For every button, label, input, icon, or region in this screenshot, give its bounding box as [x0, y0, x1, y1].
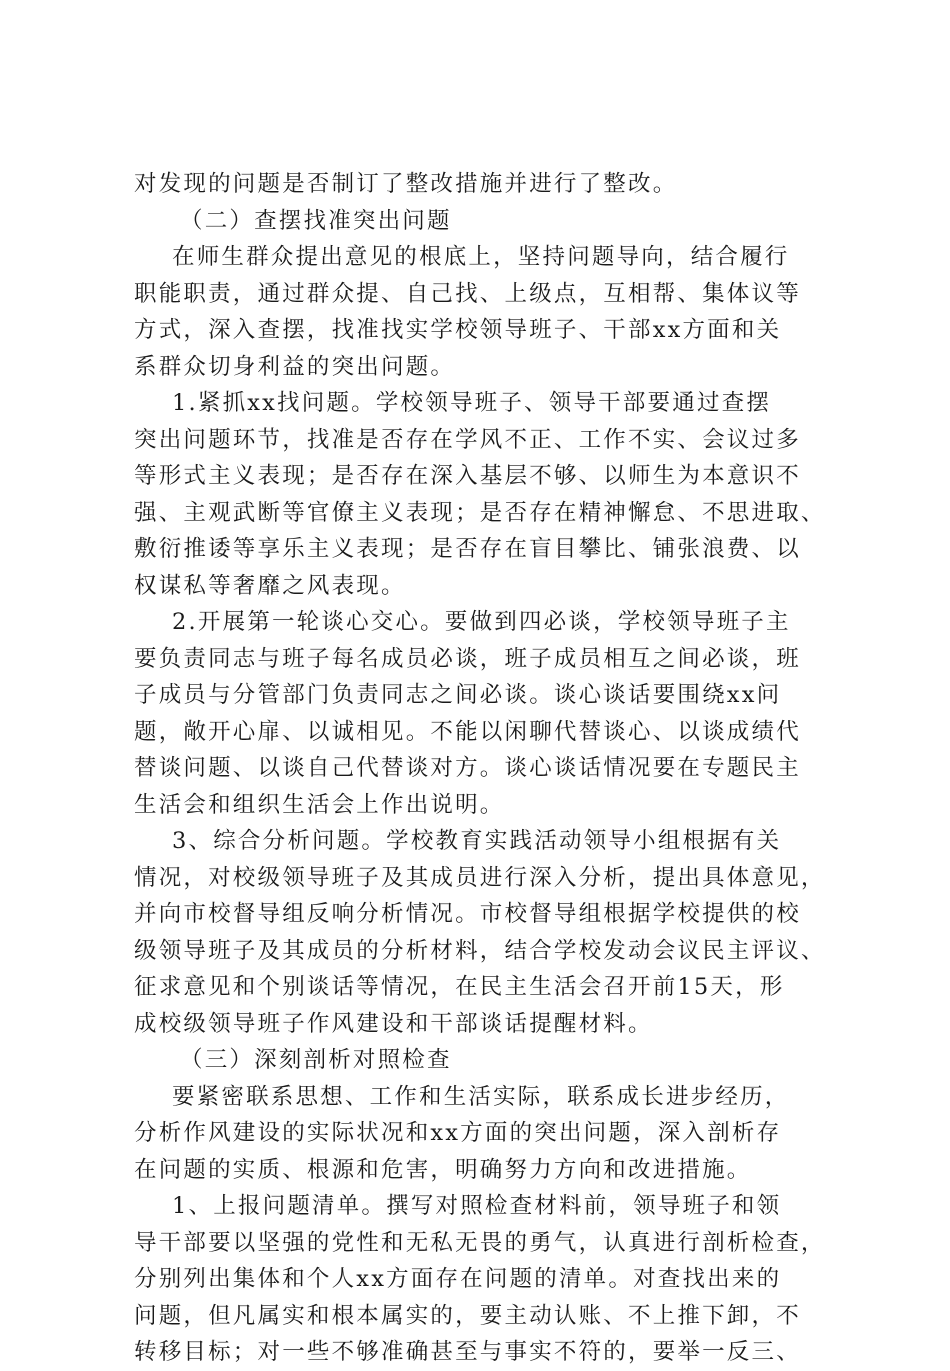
- text-line: 等形式主义表现；是否存在深入基层不够、以师生为本意识不: [134, 463, 801, 489]
- text-line: 权谋私等奢靡之风表现。: [134, 572, 406, 599]
- text-line: 强、主观武断等官僚主义表现；是否存在精神懈怠、不思进取、: [134, 499, 826, 526]
- text-line: 在问题的实质、根源和危害，明确努力方向和改进措施。: [134, 1156, 752, 1183]
- text-line: 成校级领导班子作风建设和干部谈话提醒材料。: [134, 1010, 653, 1037]
- text-line: 要紧密联系思想、工作和生活实际，联系成长进步经历，: [172, 1083, 790, 1110]
- text-line: 生活会和组织生活会上作出说明。: [134, 791, 505, 818]
- text-line: 问题，但凡属实和根本属实的，要主动认账、不上推下卸，不: [134, 1302, 801, 1329]
- section-heading: （二）查摆找准突出问题: [180, 207, 452, 234]
- text-line: 职能职责，通过群众提、自己找、上级点，互相帮、集体议等: [134, 280, 801, 307]
- section-heading: （三）深刻剖析对照检查: [180, 1047, 452, 1073]
- text-line: 3、综合分析问题。学校教育实践活动领导小组根据有关: [172, 828, 782, 854]
- text-line: 分析作风建设的实际状况和xx方面的突出问题，深入剖析存: [134, 1120, 782, 1146]
- text-line: 1.紧抓xx找问题。学校领导班子、领导干部要通过查摆: [172, 390, 772, 416]
- text-line: 情况，对校级领导班子及其成员进行深入分析，提出具体意见，: [134, 864, 826, 891]
- text-line: 系群众切身利益的突出问题。: [134, 353, 456, 380]
- text-line: 并向市校督导组反响分析情况。市校督导组根据学校提供的校: [134, 901, 801, 927]
- document-body: [134, 166, 844, 1371]
- text-line: 级领导班子及其成员的分析材料，结合学校发动会议民主评议、: [134, 937, 826, 964]
- text-line: 替谈问题、以谈自己代替谈对方。谈心谈话情况要在专题民主: [134, 755, 801, 781]
- text-line: 对发现的问题是否制订了整改措施并进行了整改。: [134, 171, 678, 197]
- text-line: 题，敞开心扉、以诚相见。不能以闲聊代替谈心、以谈成绩代: [134, 718, 801, 745]
- text-line: 突出问题环节，找准是否存在学风不正、工作不实、会议过多: [134, 426, 801, 453]
- text-line: 转移目标；对一些不够准确甚至与事实不符的，要举一反三、: [134, 1339, 801, 1365]
- text-line: 1、上报问题清单。撰写对照检查材料前，领导班子和领: [172, 1193, 782, 1219]
- text-line: 2.开展第一轮谈心交心。要做到四必谈，学校领导班子主: [172, 609, 791, 635]
- text-line: 要负责同志与班子每名成员必谈，班子成员相互之间必谈，班: [134, 645, 801, 672]
- text-line: 导干部要以坚强的党性和无私无畏的勇气，认真进行剖析检查，: [134, 1229, 826, 1256]
- text-line: 敷衍推诿等享乐主义表现；是否存在盲目攀比、铺张浪费、以: [134, 536, 801, 562]
- text-line: 在师生群众提出意见的根底上，坚持问题导向，结合履行: [172, 244, 790, 270]
- text-line: 方式，深入查摆，找准找实学校领导班子、干部xx方面和关: [134, 317, 782, 343]
- text-line: 子成员与分管部门负责同志之间必谈。谈心谈话要围绕xx问: [134, 682, 782, 708]
- text-line: 征求意见和个别谈话等情况，在民主生活会召开前15天，形: [134, 974, 785, 1000]
- text-line: 分别列出集体和个人xx方面存在问题的清单。对查找出来的: [134, 1266, 782, 1292]
